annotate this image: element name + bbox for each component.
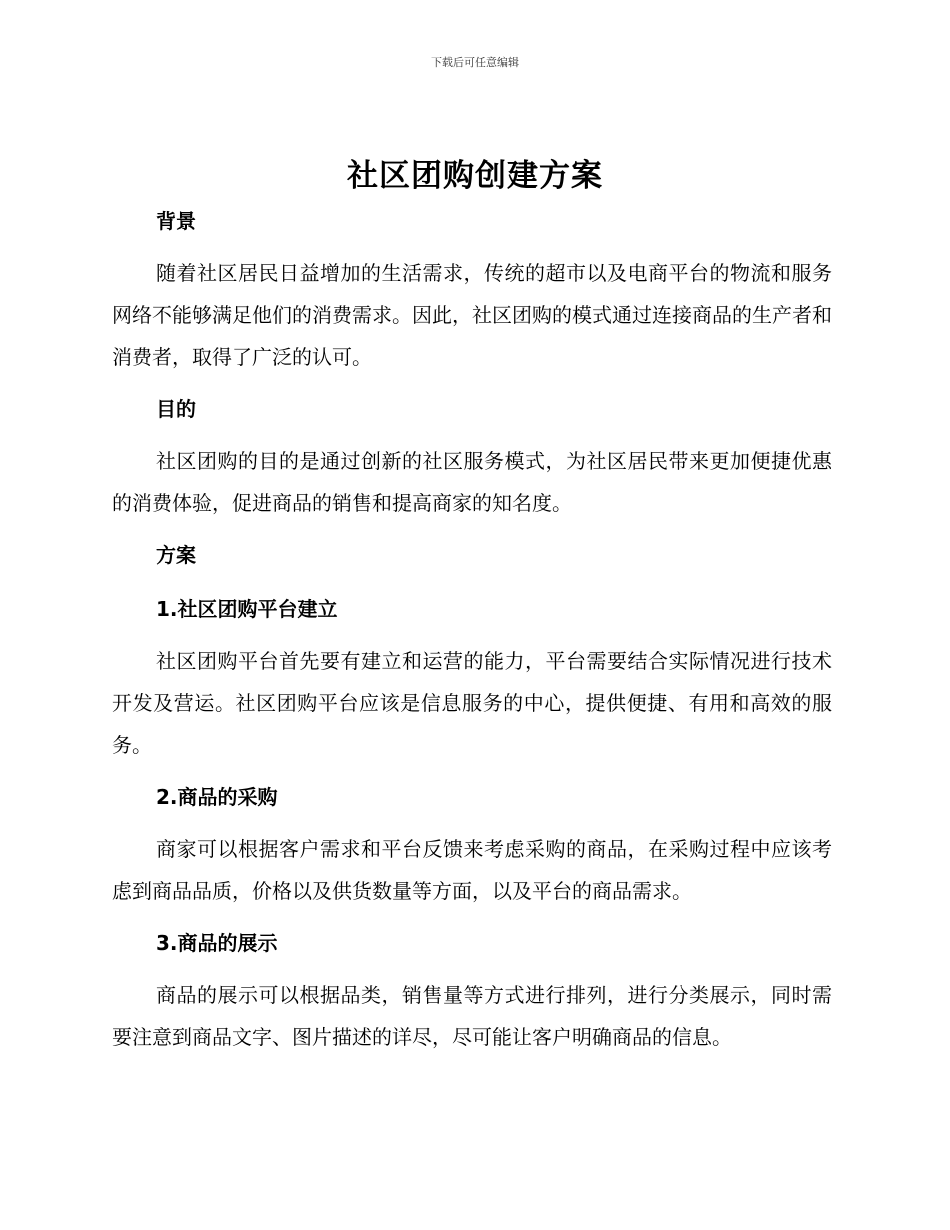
section-heading-background: 背景 xyxy=(156,209,196,233)
section-heading-plan: 方案 xyxy=(156,543,196,567)
plan-item-text-1: 社区团购平台首先要有建立和运营的能力，平台需要结合实际情况进行技术开发及营运。社区团购平台应该是信息服务的中心，提供便捷、有用和高效的服务。 xyxy=(112,649,832,757)
plan-item-heading-2: 2.商品的采购 xyxy=(156,785,278,809)
document-body xyxy=(112,200,832,1058)
document-title: 社区团购创建方案 xyxy=(347,158,603,194)
section-text-purpose: 社区团购的目的是通过创新的社区服务模式，为社区居民带来更加便捷优惠的消费体验，促进商品的销售和提高商家的知名度。 xyxy=(112,449,832,515)
plan-item-text-3: 商品的展示可以根据品类，销售量等方式进行排列，进行分类展示，同时需要注意到商品文字、图片描述的详尽，尽可能让客户明确商品的信息。 xyxy=(112,983,832,1049)
section-text-background: 随着社区居民日益增加的生活需求，传统的超市以及电商平台的物流和服务网络不能够满足他们的消费需求。因此，社区团购的模式通过连接商品的生产者和消费者，取得了广泛的认可。 xyxy=(112,261,832,369)
plan-item-heading-1: 1.社区团购平台建立 xyxy=(156,597,338,621)
page-header-note: 下载后可任意编辑 xyxy=(431,56,519,69)
plan-item-text-2: 商家可以根据客户需求和平台反馈来考虑采购的商品，在采购过程中应该考虑到商品品质，价格以及供货数量等方面，以及平台的商品需求。 xyxy=(112,837,832,903)
plan-item-heading-3: 3.商品的展示 xyxy=(156,931,278,955)
section-heading-purpose: 目的 xyxy=(156,397,196,421)
